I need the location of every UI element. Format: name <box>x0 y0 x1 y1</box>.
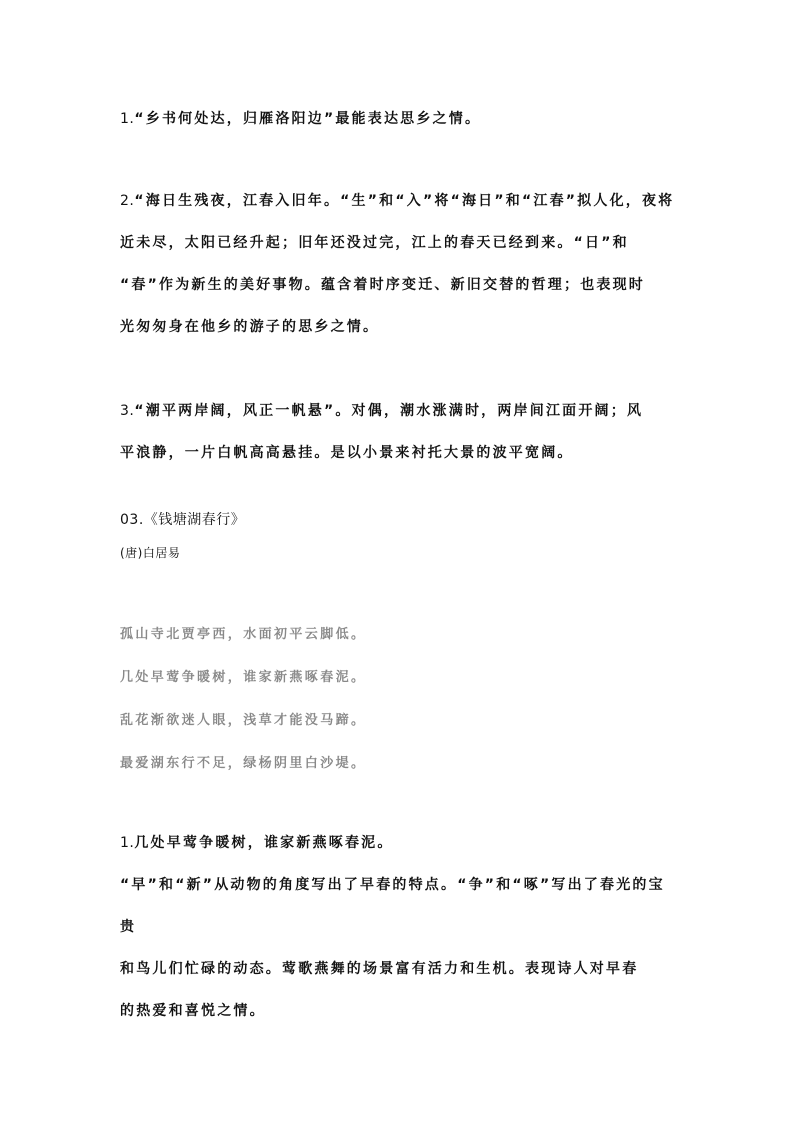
item-line: 和鸟儿们忙碌的动态。莺歌燕舞的场景富有活力和生机。表现诗人对早春 <box>120 961 639 977</box>
poem-author: (唐)白居易 <box>120 546 181 560</box>
note-item-2 <box>120 180 680 348</box>
analysis-item-1 <box>120 822 680 1032</box>
poem-body <box>120 625 680 785</box>
item-number: 1. <box>120 111 135 127</box>
poem-header <box>120 510 680 530</box>
item-line: “春”作为新生的美好事物。蕴含着时序变迁、新旧交替的哲理；也表现时 <box>120 277 646 293</box>
note-item-1 <box>120 98 680 140</box>
item-line: 平浪静，一片白帆高高悬挂。是以小景来衬托大景的波平宽阔。 <box>120 445 574 461</box>
poem-line: 孤山寺北贾亭西，水面初平云脚低。 <box>120 627 367 642</box>
item-line: “早”和“新”从动物的角度写出了早春的特点。“争”和“啄”写出了春光的宝贵 <box>120 877 665 935</box>
item-text: “乡书何处达，归雁洛阳边”最能表达思乡之情。 <box>134 111 482 127</box>
item-heading: 几处早莺争暖树，谁家新燕啄春泥。 <box>134 835 394 851</box>
poem-line: 几处早莺争暖树，谁家新燕啄春泥。 <box>120 670 367 685</box>
poem-author-block <box>120 544 680 562</box>
item-number: 3. <box>120 403 135 419</box>
item-line: “潮平两岸阔，风正一帆悬”。对偶，潮水涨满时，两岸间江面开阔；风 <box>134 403 644 419</box>
item-number: 1. <box>120 835 135 851</box>
item-number: 2. <box>120 193 135 209</box>
item-line: “海日生残夜，江春入旧年。“生”和“入”将“海日”和“江春”拟人化，夜将 <box>134 193 675 209</box>
poem-line: 乱花渐欲迷人眼，浅草才能没马蹄。 <box>120 713 367 728</box>
poem-line: 最爱湖东行不足，绿杨阴里白沙堤。 <box>120 756 367 771</box>
item-line: 近未尽，太阳已经升起；旧年还没过完，江上的春天已经到来。“日”和 <box>120 235 629 251</box>
note-item-3 <box>120 390 680 474</box>
item-line: 的热爱和喜悦之情。 <box>120 1003 266 1019</box>
poem-title: 03.《钱塘湖春行》 <box>120 512 246 528</box>
item-line: 光匆匆身在他乡的游子的思乡之情。 <box>120 319 380 335</box>
